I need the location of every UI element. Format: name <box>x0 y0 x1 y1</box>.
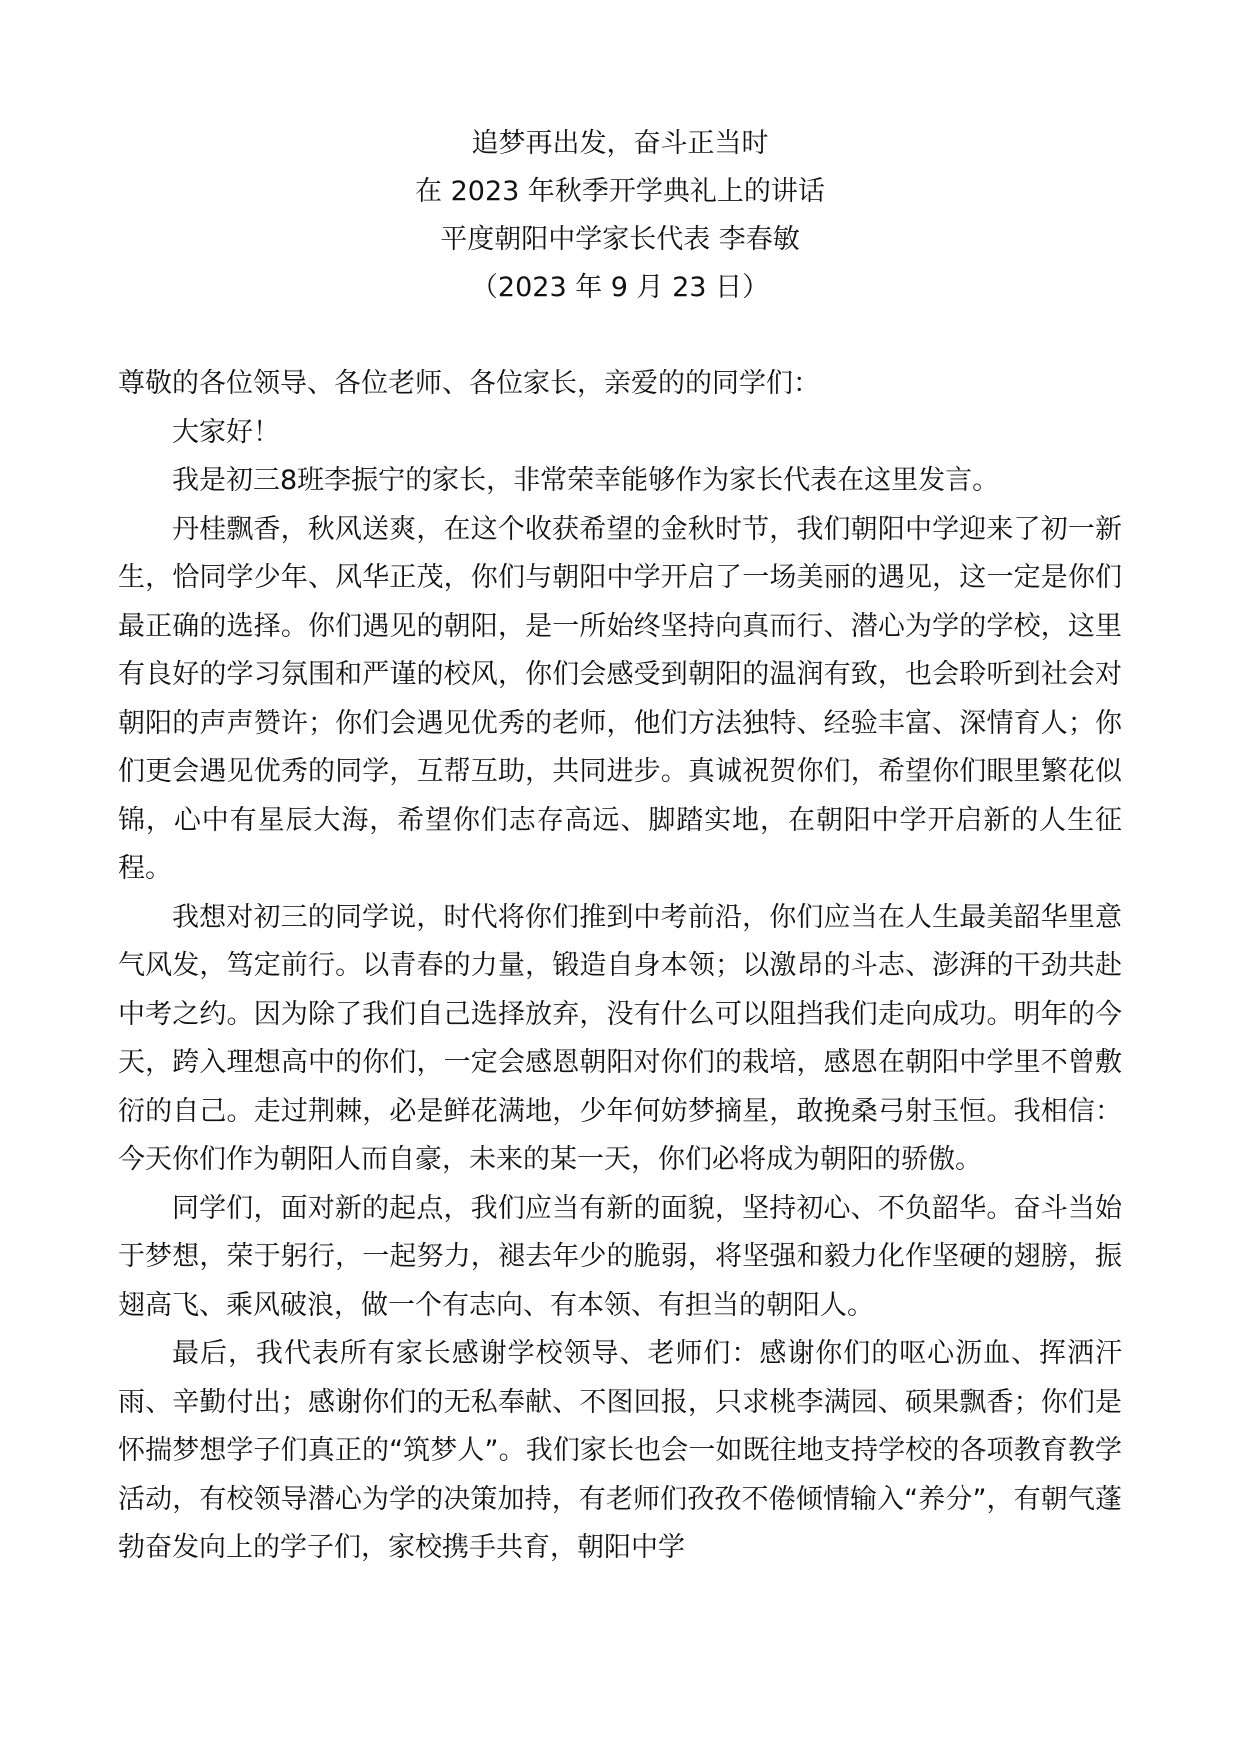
speaker-line: 平度朝阳中学家长代表 李春敏 <box>440 224 800 255</box>
salutation: 尊敬的各位领导、各位老师、各位家长，亲爱的的同学们： <box>118 368 820 399</box>
paragraph-greeting: 大家好！ <box>172 416 280 448</box>
paragraph-new-start: 同学们，面对新的起点，我们应当有新的面貌，坚持初心、不负韶华。奋斗当始于梦想，荣于躬行，一起努力，褪去年少的脆弱，将坚强和毅力化作坚硬的翅膀，振翅高飞、乘风破浪，做一个有志向、有本领、有担当的朝阳人。 <box>118 1192 1122 1321</box>
speech-title: 追梦再出发，奋斗正当时 <box>471 128 769 159</box>
speech-header <box>0 120 1240 312</box>
paragraph-new-students: 丹桂飘香，秋风送爽，在这个收获希望的金秋时节，我们朝阳中学迎来了初一新生，恰同学少年、风华正茂，你们与朝阳中学开启了一场美丽的遇见，这一定是你们最正确的选择。你们遇见的朝阳，是一所始终坚持向真而行、潜心为学的学校，这里有良好的学习氛围和严谨的校风，你们会感受到朝阳的温润有致，也会聆听到社会对朝阳的声声赞许；你们会遇见优秀的老师，他们方法独特、经验丰富、深情育人；你们更会遇见优秀的同学，互帮互助，共同进步。真诚祝贺你们，希望你们眼里繁花似锦，心中有星辰大海，希望你们志存高远、脚踏实地，在朝阳中学开启新的人生征程。 <box>118 513 1122 884</box>
speech-date: （2023 年 9 月 23 日） <box>470 272 770 303</box>
paragraph-thanks: 最后，我代表所有家长感谢学校领导、老师们：感谢你们的呕心沥血、挥洒汗雨、辛勤付出；感谢你们的无私奉献、不图回报，只求桃李满园、硕果飘香；你们是怀揣梦想学子们真正的“筑梦人”。我们家长也会一如既往地支持学校的各项教育教学活动，有校领导潜心为学的决策加持，有老师们孜孜不倦倾情输入“养分”，有朝气蓬勃奋发向上的学子们，家校携手共育，朝阳中学 <box>118 1338 1122 1563</box>
paragraph-introduction: 我是初三8班李振宁的家长，非常荣幸能够作为家长代表在这里发言。 <box>172 465 1000 496</box>
speech-body <box>118 360 1122 1573</box>
speech-subtitle: 在 2023 年秋季开学典礼上的讲话 <box>415 176 825 207</box>
paragraph-grade-nine: 我想对初三的同学说，时代将你们推到中考前沿，你们应当在人生最美韶华里意气风发，笃定前行。以青春的力量，锻造自身本领；以激昂的斗志、澎湃的干劲共赴中考之约。因为除了我们自己选择放弃，没有什么可以阻挡我们走向成功。明年的今天，跨入理想高中的你们，一定会感恩朝阳对你们的栽培，感恩在朝阳中学里不曾敷衍的自己。走过荆棘，必是鲜花满地，少年何妨梦摘星，敢挽桑弓射玉恒。我相信：今天你们作为朝阳人而自豪，未来的某一天，你们必将成为朝阳的骄傲。 <box>118 901 1122 1175</box>
